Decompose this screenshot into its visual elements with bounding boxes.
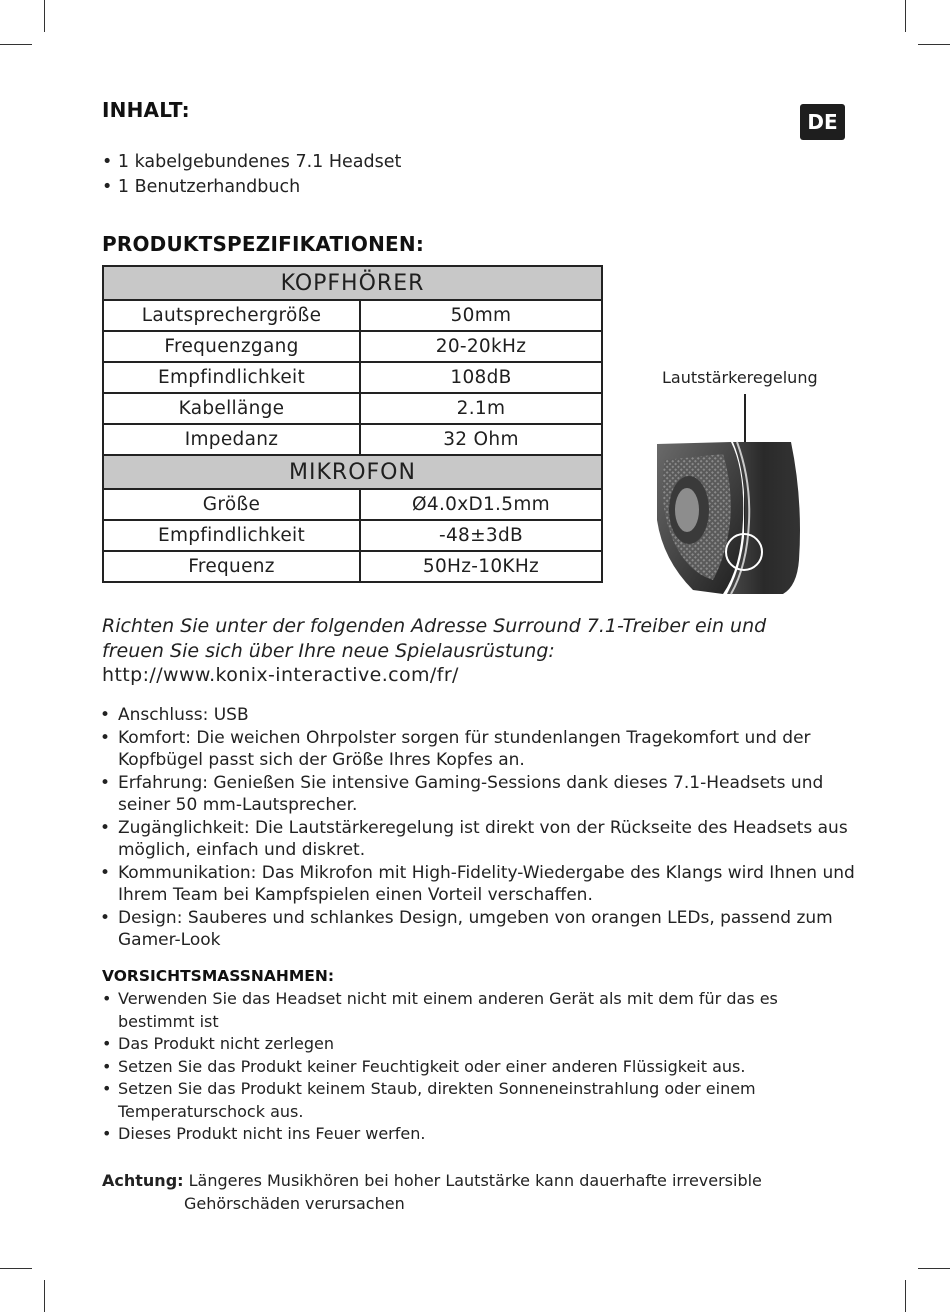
table-row <box>103 331 602 362</box>
list-item: • Setzen Sie das Produkt keinem Staub, direkten Sonneneinstrahlung oder einem Temperaturschock aus. <box>102 1078 842 1123</box>
warning-text: Gehörschäden verursachen <box>184 1194 405 1213</box>
language-badge: DE <box>800 104 845 140</box>
table-row <box>103 393 602 424</box>
spec-label: Empfindlichkeit <box>103 520 360 551</box>
list-item: • Komfort: Die weichen Ohrpolster sorgen für stundenlangen Tragekomfort und der Kopfbügel passt sich der Größe Ihres Kopfes an. <box>100 727 860 772</box>
precautions-title: VORSICHTSMASSNAHMEN: <box>102 967 335 985</box>
crop-mark <box>918 44 950 45</box>
spec-value: 20-20kHz <box>360 331 602 362</box>
contents-title: INHALT: <box>102 98 190 122</box>
crop-mark <box>905 0 906 32</box>
contents-list <box>102 150 401 200</box>
spec-label: Größe <box>103 489 360 520</box>
spec-label: Frequenzgang <box>103 331 360 362</box>
driver-url: http://www.konix-interactive.com/fr/ <box>102 664 459 686</box>
volume-control-label: Lautstärkeregelung <box>662 368 818 387</box>
spec-value: -48±3dB <box>360 520 602 551</box>
spec-value: 50mm <box>360 300 602 331</box>
list-item: • Setzen Sie das Produkt keiner Feuchtigkeit oder einer anderen Flüssigkeit aus. <box>102 1056 842 1079</box>
list-item: • Anschluss: USB <box>100 704 860 727</box>
spec-value: 50Hz-10KHz <box>360 551 602 582</box>
warning-label: Achtung: <box>102 1171 184 1190</box>
driver-note <box>102 614 862 664</box>
list-item: • Verwenden Sie das Headset nicht mit einem anderen Gerät als mit dem für das es bestimmt ist <box>102 988 842 1033</box>
list-item: • Design: Sauberes und schlankes Design, umgeben von orangen LEDs, passend zum Gamer-Look <box>100 907 860 952</box>
spec-value: 32 Ohm <box>360 424 602 455</box>
table-row <box>103 424 602 455</box>
warning-note <box>102 1169 822 1215</box>
spec-label: Impedanz <box>103 424 360 455</box>
features-list <box>100 704 860 952</box>
headset-earcup-image <box>653 440 803 596</box>
list-item: • Kommunikation: Das Mikrofon mit High-Fidelity-Wiedergabe des Klangs wird Ihnen und Ihrem Team bei Kampfspielen einen Vorteil verschaffen. <box>100 862 860 907</box>
precautions-list <box>102 988 842 1146</box>
table-row <box>103 489 602 520</box>
spec-value: Ø4.0xD1.5mm <box>360 489 602 520</box>
crop-mark <box>918 1268 950 1269</box>
spec-label: Kabellänge <box>103 393 360 424</box>
crop-mark <box>905 1280 906 1312</box>
crop-mark <box>44 0 45 32</box>
spec-label: Lautsprechergröße <box>103 300 360 331</box>
table-row <box>103 362 602 393</box>
list-item: • Erfahrung: Genießen Sie intensive Gaming-Sessions dank dieses 7.1-Headsets und seiner 50 mm-Lautsprecher. <box>100 772 860 817</box>
spec-table <box>102 265 603 583</box>
table-row <box>103 551 602 582</box>
crop-mark <box>0 1268 32 1269</box>
crop-mark <box>44 1280 45 1312</box>
spec-value: 108dB <box>360 362 602 393</box>
spec-section-header: MIKROFON <box>103 455 602 489</box>
spec-label: Empfindlichkeit <box>103 362 360 393</box>
spec-section-header: KOPFHÖRER <box>103 266 602 300</box>
driver-note-line: freuen Sie sich über Ihre neue Spielausrüstung: <box>102 640 555 662</box>
driver-note-line: Richten Sie unter der folgenden Adresse Surround 7.1-Treiber ein und <box>102 615 767 637</box>
list-item: • 1 kabelgebundenes 7.1 Headset <box>102 150 401 175</box>
table-row <box>103 300 602 331</box>
list-item: • 1 Benutzerhandbuch <box>102 175 401 200</box>
list-item: • Dieses Produkt nicht ins Feuer werfen. <box>102 1123 842 1146</box>
table-row <box>103 520 602 551</box>
list-item: • Zugänglichkeit: Die Lautstärkeregelung ist direkt von der Rückseite des Headsets aus möglich, einfach und diskret. <box>100 817 860 862</box>
list-item: • Das Produkt nicht zerlegen <box>102 1033 842 1056</box>
crop-mark <box>0 44 32 45</box>
spec-label: Frequenz <box>103 551 360 582</box>
warning-text: Längeres Musikhören bei hoher Lautstärke kann dauerhafte irreversible <box>188 1171 762 1190</box>
specs-title: PRODUKTSPEZIFIKATIONEN: <box>102 232 425 256</box>
spec-value: 2.1m <box>360 393 602 424</box>
